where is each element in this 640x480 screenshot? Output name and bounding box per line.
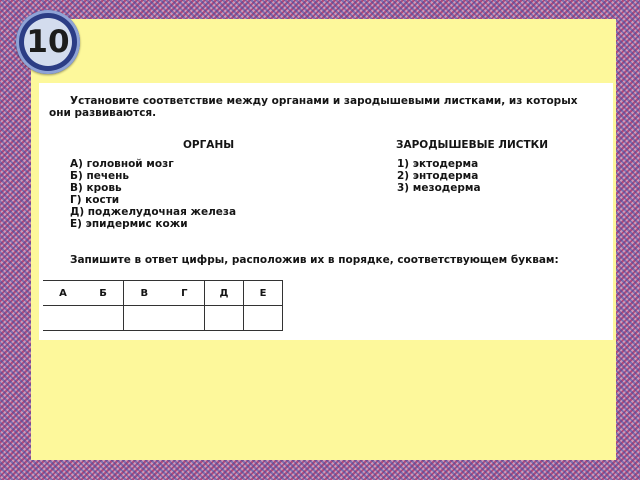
organs-list [70,158,236,230]
answer-instruction: Запишите в ответ цифры, расположив их в порядке, соответствующем буквам: [70,254,559,266]
column-letter-g: Г [181,287,188,299]
organ-item: В) кровь [70,182,122,194]
column-letter-b: Б [99,287,107,299]
organs-header: ОРГАНЫ [183,139,235,151]
organ-item: Б) печень [70,170,130,182]
question-line-2: они развиваются. [49,107,157,119]
organ-item: Д) поджелудочная железа [70,206,237,218]
column-letter-e: Е [244,281,283,306]
organ-item: А) головной мозг [70,158,174,170]
answer-table-header-row [43,281,283,306]
task-number: 10 [24,18,72,66]
organ-item: Г) кости [70,194,120,206]
answer-cell-vg[interactable] [124,306,205,331]
answer-cell-ab[interactable] [43,306,124,331]
answer-cell-d[interactable] [205,306,244,331]
organ-item: Е) эпидермис кожи [70,218,188,230]
germ-layers-list [397,158,481,194]
task-number-badge [16,10,80,74]
column-letter-v: В [140,287,149,299]
germ-layers-header: ЗАРОДЫШЕВЫЕ ЛИСТКИ [396,139,549,151]
answer-table-input-row [43,306,283,331]
answer-cell-e[interactable] [244,306,283,331]
column-letter-d: Д [205,281,244,306]
germ-layer-item: 2) энтодерма [397,170,479,182]
germ-layer-item: 3) мезодерма [397,182,481,194]
germ-layer-item: 1) эктодерма [397,158,479,170]
column-letter-a: А [59,287,67,299]
question-line-1: Установите соответствие между органами и зародышевыми листками, из которых [70,95,578,107]
answer-table [43,280,283,331]
